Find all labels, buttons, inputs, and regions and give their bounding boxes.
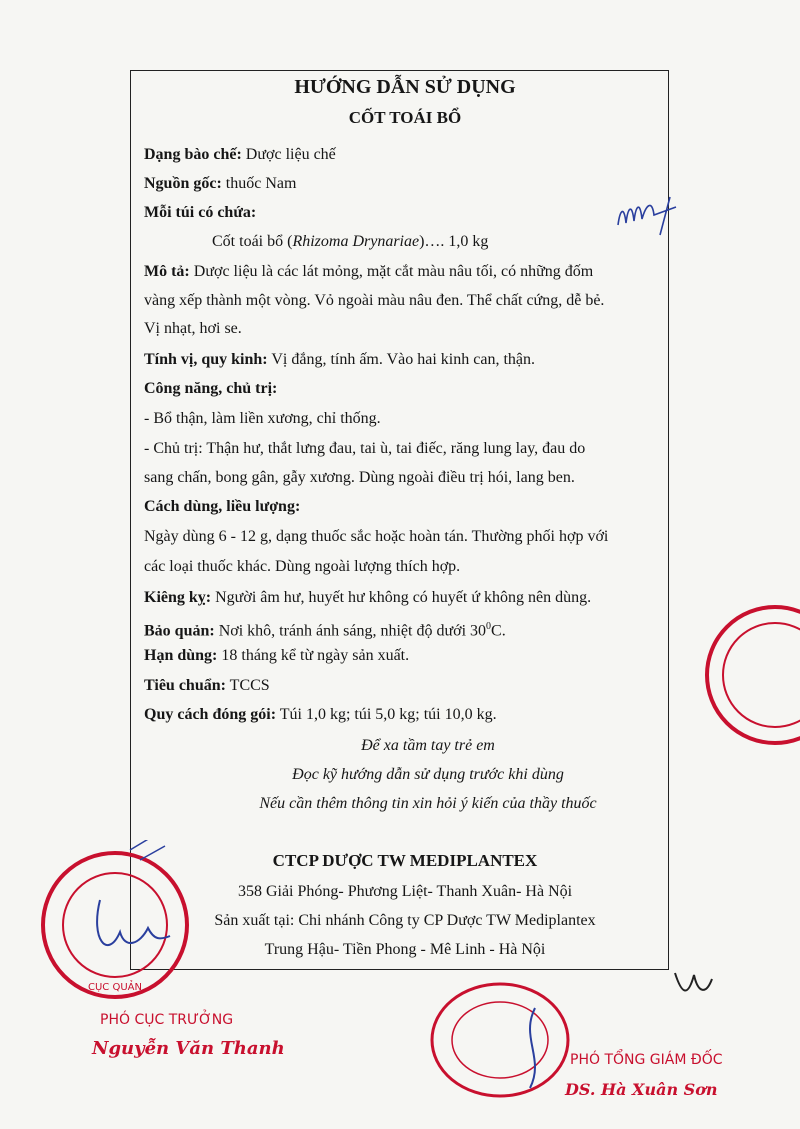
left-signature-name: Nguyễn Văn Thanh (92, 1038, 285, 1059)
dosage-form-line (144, 145, 336, 165)
packaging-label: Quy cách đóng gói: (144, 706, 277, 723)
production-site: Sản xuất tại: Chi nhánh Công ty CP Dược TW Mediplantex (214, 912, 596, 929)
left-signature-title: PHÓ CỤC TRƯỞNG (100, 1012, 234, 1028)
contraindications-line: Kiêng kỵ: Người âm hư, huyết hư không có huyết ứ không nên dùng. (144, 589, 592, 606)
indications-line-3: sang chấn, bong gân, gẫy xương. Dùng ngoài điều trị hói, lang ben. (144, 469, 575, 486)
agency-stamp (30, 840, 200, 1010)
dosage-form-label: Dạng bào chế: (144, 146, 242, 163)
contents-item: Cốt toái bổ (Rhizoma Drynariae)…. 1,0 kg (212, 233, 489, 250)
check-mark-signature (670, 965, 720, 1005)
origin-line (144, 174, 296, 194)
company-name: CTCP DƯỢC TW MEDIPLANTEX (272, 851, 538, 870)
contraindications-label: Kiêng kỵ: (144, 589, 212, 606)
usage-label: Cách dùng, liều lượng: (144, 498, 301, 515)
product-name: CỐT TOÁI BỔ (348, 108, 462, 127)
nature-label: Tính vị, quy kinh: (144, 351, 268, 368)
right-signature-title: PHÓ TỔNG GIÁM ĐỐC (570, 1052, 723, 1068)
packaging-line: Quy cách đóng gói: Túi 1,0 kg; túi 5,0 kg; túi 10,0 kg. (144, 706, 497, 723)
expiry-line: Hạn dùng: 18 tháng kể từ ngày sản xuất. (144, 647, 410, 664)
warning-line-1: Để xa tầm tay trẻ em (361, 737, 495, 754)
svg-text:CỤC QUẢN: CỤC QUẢN (88, 982, 142, 993)
indications-line-2: - Chủ trị: Thận hư, thắt lưng đau, tai ù, tai điếc, răng lung lay, đau do (144, 440, 586, 457)
company-address: 358 Giải Phóng- Phương Liệt- Thanh Xuân- Hà Nội (237, 883, 573, 900)
standard-line: Tiêu chuẩn: TCCS (144, 677, 270, 694)
description-line-2: vàng xếp thành một vòng. Vỏ ngoài màu nâu đen. Thể chất cứng, dễ bẻ. (144, 292, 605, 309)
document-title: HƯỚNG DẪN SỬ DỤNG (294, 76, 516, 98)
standard-label: Tiêu chuẩn: (144, 677, 226, 694)
latin-name: Rhizoma Drynariae (292, 233, 420, 250)
dosage-form-value: Dược liệu chế (241, 146, 336, 163)
usage-line-1: Ngày dùng 6 - 12 g, dạng thuốc sắc hoặc hoàn tán. Thường phối hợp với (144, 528, 609, 545)
usage-line-2: các loại thuốc khác. Dùng ngoài lượng thích hợp. (144, 558, 461, 575)
expiry-label: Hạn dùng: (144, 647, 218, 664)
indications-line-1: - Bổ thận, làm liền xương, chỉ thống. (144, 410, 381, 427)
description-label: Mô tả: (144, 263, 190, 280)
description-line-3: Vị nhạt, hơi se. (144, 320, 242, 337)
right-signature-name: DS. Hà Xuân Sơn (565, 1080, 718, 1099)
warning-line-3: Nếu cần thêm thông tin xin hỏi ý kiến của thầy thuốc (259, 795, 597, 812)
storage-line: Bảo quản: Nơi khô, tránh ánh sáng, nhiệt độ dưới $30^0C$. (144, 621, 506, 640)
contents-label: Mỗi túi có chứa: (144, 204, 257, 221)
origin-label: Nguồn gốc: (144, 175, 222, 192)
production-address: Trung Hậu- Tiền Phong - Mê Linh - Hà Nội (264, 941, 546, 958)
indications-label: Công năng, chủ trị: (144, 380, 278, 397)
initials-signature (610, 185, 690, 240)
company-stamp (425, 978, 575, 1103)
origin-value: thuốc Nam (221, 175, 297, 192)
description-line-1: Mô tả: Dược liệu là các lát mỏng, mặt cắt màu nâu tối, có những đốm (144, 263, 594, 280)
warning-line-2: Đọc kỹ hướng dẫn sử dụng trước khi dùng (292, 766, 564, 783)
nature-line: Tính vị, quy kinh: Vị đắng, tính ấm. Vào hai kinh can, thận. (144, 351, 535, 368)
partial-stamp-right (675, 600, 800, 750)
storage-label: Bảo quản: (144, 622, 215, 640)
